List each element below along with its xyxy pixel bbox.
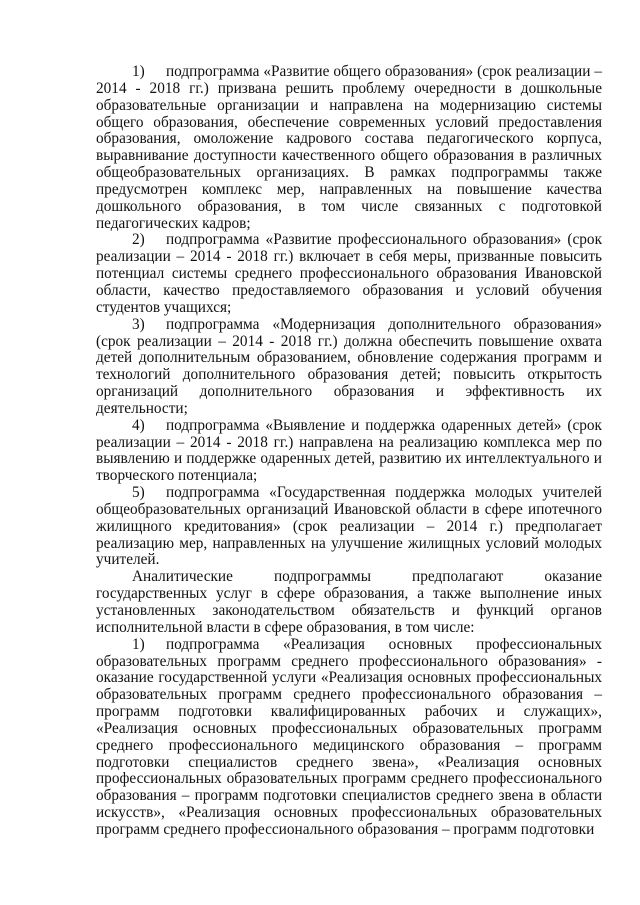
paragraph-analytic-intro [96,569,602,636]
paragraph-text: подпрограмма «Выявление и поддержка одаренных детей» (срок реализации – 2014 - 2018 гг.) направлена на реализацию комплекса мер по выявлению и поддержке одаренных детей, развитию их интеллектуального и творческого потенциала; [96,416,602,485]
paragraph-subprogram-1 [96,64,602,232]
item-number: 1) [132,635,145,653]
item-number: 5) [132,484,145,502]
item-number: 3) [132,315,145,333]
item-number: 4) [132,416,145,434]
paragraph-text: подпрограмма «Реализация основных профессиональных образовательных программ среднего профессионального образования» - оказание государственной услуги «Реализация основных профессиональных образовательных программ среднего профессионального образования – программ подготовки квалифицированных рабочих и служащих», «Реализация основных профессиональных образовательных программ среднего профессионального медицинского образования – программ подготовки специалистов среднего звена», «Реализация основных профессиональных образовательных программ среднего профессионального образования – программ подготовки специалистов среднего звена в области искусств», «Реализация основных профессиональных образовательных программ среднего профессионального образования – программ подготовки [96,635,602,838]
paragraph-analytic-1 [96,637,602,839]
paragraph-text: подпрограмма «Государственная поддержка молодых учителей общеобразовательных организаций Ивановской области в сфере ипотечного жилищного кредитования» (срок реализации – 2014 г.) предполагает реализацию мер, направленных на улучшение жилищных условий молодых учителей. [96,484,602,569]
document-page [96,64,602,839]
paragraph-text: подпрограмма «Развитие общего образования» (срок реализации – 2014 - 2018 гг.) призвана решить проблему очередности в дошкольные образовательные организации и направлена на модернизацию системы общего образования, обеспечение современных условий предоставления образования, омоложение кадрового состава педагогического корпуса, выравнивание доступности качественного общего образования в различных общеобразовательных организациях. В рамках подпрограммы также предусмотрен комплекс мер, направленных на повышение качества дошкольного образования, в том числе связанных с подготовкой педагогических кадров; [96,63,602,232]
paragraph-subprogram-3 [96,317,602,418]
paragraph-subprogram-4 [96,418,602,485]
item-number: 2) [132,231,145,249]
paragraph-subprogram-2 [96,232,602,316]
paragraph-text: Аналитические подпрограммы предполагают оказание государственных услуг в сфере образования, а также выполнение иных установленных законодательством обязательств и функций органов исполнительной власти в сфере образования, в том числе: [96,568,602,636]
paragraph-text: подпрограмма «Модернизация дополнительного образования» (срок реализации – 2014 - 2018 гг.) должна обеспечить повышение охвата детей дополнительным образованием, обновление содержания программ и технологий дополнительного образования детей; повысить открытость организаций дополнительного образования и эффективность их деятельности; [96,315,602,417]
paragraph-text: подпрограмма «Развитие профессионального образования» (срок реализации – 2014 - 2018 гг.) включает в себя меры, призванные повысить потенциал системы среднего профессионального образования Ивановской области, качество предоставляемого образования и условий обучения студентов учащихся; [96,231,602,316]
item-number: 1) [132,63,145,80]
paragraph-subprogram-5 [96,485,602,569]
